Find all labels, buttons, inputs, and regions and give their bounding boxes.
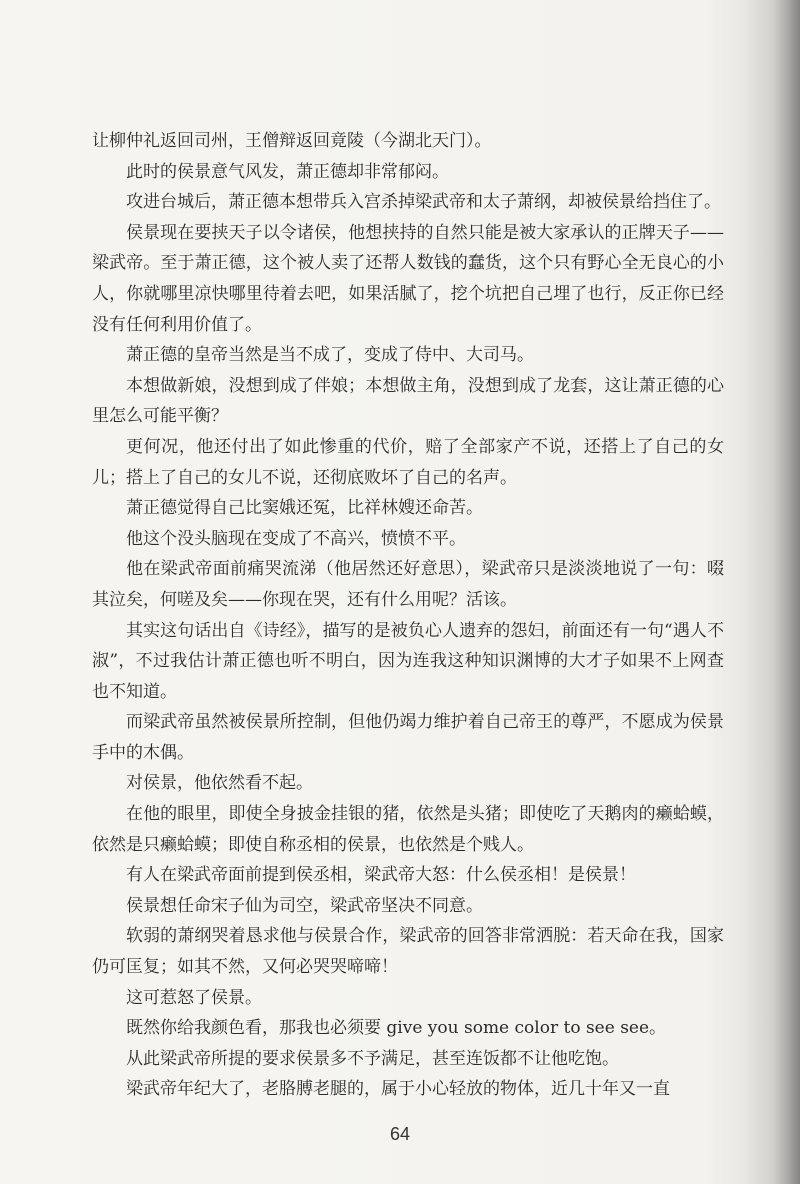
paragraph: 其实这句话出自《诗经》，描写的是被负心人遗弃的怨妇，前面还有一句“遇人不淑”，不过我估计萧正德也听不明白，因为连我这种知识渊博的大才子如果不上网查也不知道。: [92, 620, 724, 702]
paragraph: 本想做新娘，没想到成了伴娘；本想做主角，没想到成了龙套，这让萧正德的心里怎么可能平衡？: [92, 375, 724, 427]
paragraph: 既然你给我颜色看，那我也必须要 give you some color to see see。: [126, 1018, 667, 1039]
paragraph: 更何况，他还付出了如此惨重的代价，赔了全部家产不说，还搭上了自己的女儿；搭上了自己的女儿不说，还彻底败坏了自己的名声。: [92, 436, 724, 488]
paragraph: 在他的眼里，即使全身披金挂银的猪，依然是头猪；即使吃了天鹅肉的癞蛤蟆，依然是只癞蛤蟆；即使自称丞相的侯景，也依然是个贱人。: [92, 804, 724, 855]
page-number: 64: [389, 1124, 411, 1144]
paragraph: 侯景现在要挟天子以令诸侯，他想挟持的自然只能是被大家承认的正牌天子——梁武帝。至于萧正德，这个被人卖了还帮人数钱的蠢货，这个只有野心全无良心的小人，你就哪里凉快哪里待着去吧，如果活腻了，挖个坑把自己埋了也行，反正你已经没有任何利用价值了。: [92, 222, 724, 335]
paragraph: 此时的侯景意气风发，萧正德却非常郁闷。: [126, 161, 449, 182]
paragraph: 对侯景，他依然看不起。: [126, 773, 313, 794]
paragraph: 攻进台城后，萧正德本想带兵入宫杀掉梁武帝和太子萧纲，却被侯景给挡住了。: [126, 192, 721, 213]
paragraph: 侯景想任命宋子仙为司空，梁武帝坚决不同意。: [126, 895, 483, 916]
paragraph: 这可惹怒了侯景。: [126, 987, 262, 1008]
paragraph: 萧正德的皇帝当然是当不成了，变成了侍中、大司马。: [126, 345, 534, 366]
paragraph: 从此梁武帝所提的要求侯景多不予满足，甚至连饭都不让他吃饱。: [126, 1048, 619, 1069]
paragraph: 而梁武帝虽然被侯景所控制，但他仍竭力维护着自己帝王的尊严，不愿成为侯景手中的木偶。: [92, 712, 724, 763]
paragraph: 梁武帝年纪大了，老胳膊老腿的，属于小心轻放的物体，近几十年又一直: [126, 1079, 670, 1100]
paragraph: 有人在梁武帝面前提到侯丞相，梁武帝大怒：什么侯丞相！是侯景！: [126, 865, 636, 886]
body-text: [92, 126, 724, 1105]
paragraph: 他这个没头脑现在变成了不高兴，愤愤不平。: [126, 528, 466, 549]
paragraph: 软弱的萧纲哭着恳求他与侯景合作，梁武帝的回答非常洒脱：若天命在我，国家仍可匡复；如其不然，又何必哭哭啼啼！: [92, 926, 724, 978]
paragraph: 让柳仲礼返回司州，王僧辩返回竟陵（今湖北天门）。: [92, 131, 492, 151]
paragraph: 他在梁武帝面前痛哭流涕（他居然还好意思），梁武帝只是淡淡地说了一句：啜其泣矣，何嗟及矣——你现在哭，还有什么用呢？活该。: [92, 559, 724, 610]
paragraph: 萧正德觉得自己比窦娥还冤，比祥林嫂还命苦。: [126, 498, 483, 519]
page-binding-shadow: [772, 0, 800, 1184]
